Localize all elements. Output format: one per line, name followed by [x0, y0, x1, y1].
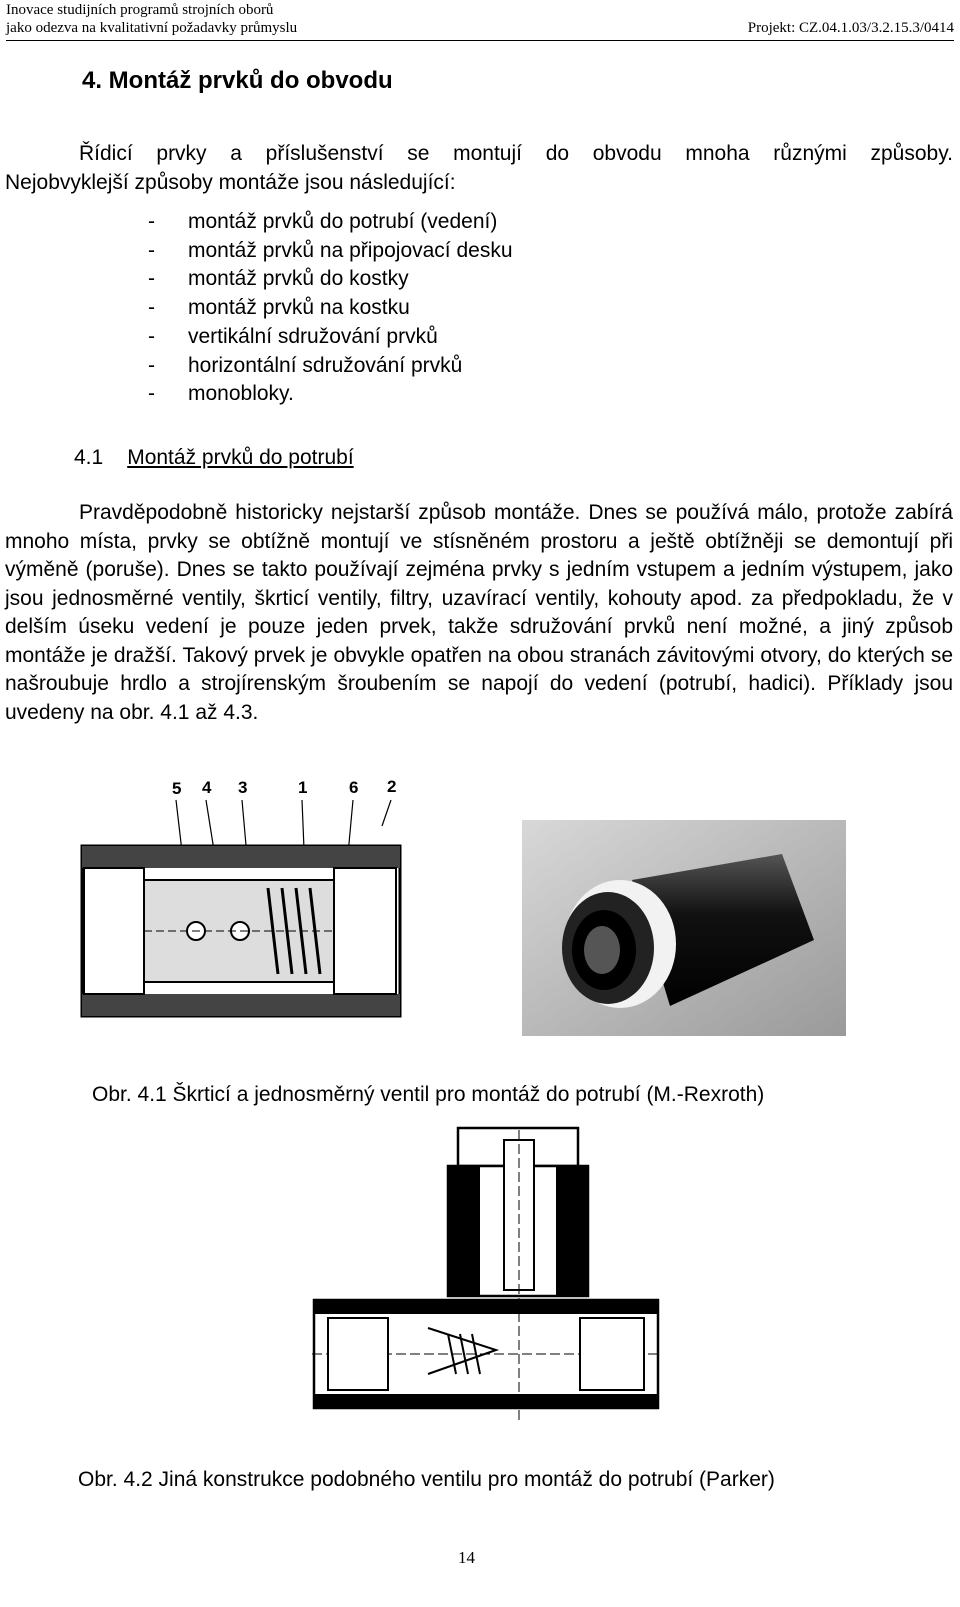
- header-institution-line2: jako odezva na kvalitativní požadavky průmyslu: [6, 20, 298, 36]
- figure-4-1-caption: Obr. 4.1 Škrticí a jednosměrný ventil pro montáž do potrubí (M.-Rexroth): [92, 1083, 765, 1106]
- figure-4-1-cross-section: [78, 768, 430, 1048]
- subsection-title: Montáž prvků do potrubí: [127, 446, 354, 469]
- list-item: - monobloky.: [148, 382, 294, 406]
- intro-paragraph: [5, 140, 953, 197]
- list-item: - montáž prvků na kostku: [148, 296, 410, 320]
- subsection-heading: [74, 446, 354, 470]
- callout-label: 4: [202, 778, 212, 797]
- header-project-code: Projekt: CZ.04.1.03/3.2.15.3/0414: [747, 20, 954, 36]
- list-item: - montáž prvků do potrubí (vedení): [148, 210, 498, 233]
- page-number: 14: [458, 1548, 475, 1567]
- callout-label: 6: [349, 778, 359, 797]
- header-institution-line1: Inovace studijních programů strojních oborů: [6, 2, 274, 18]
- body-paragraph: [5, 499, 953, 727]
- page-header: [6, 0, 954, 41]
- list-item: - montáž prvků do kostky: [148, 267, 409, 291]
- list-item: - horizontální sdružování prvků: [148, 353, 463, 377]
- figure-4-1-valve-photo: [522, 820, 846, 1036]
- list-item: - montáž prvků na připojovací desku: [148, 238, 513, 262]
- intro-line-2: Nejobvyklejší způsoby montáže jsou následující:: [5, 170, 456, 194]
- callout-label: 2: [387, 777, 397, 796]
- intro-line-1: Řídicí prvky a příslušenství se montují do obvodu mnoha různými způsoby.: [79, 142, 953, 165]
- subsection-number: 4.1: [74, 446, 104, 469]
- callout-label: 5: [172, 779, 182, 798]
- figure-4-2-caption: Obr. 4.2 Jiná konstrukce podobného ventilu pro montáž do potrubí (Parker): [78, 1468, 775, 1491]
- figure-4-2-cross-section: [308, 1120, 664, 1436]
- section-heading: 4. Montáž prvků do obvodu: [82, 67, 393, 94]
- callout-label: 1: [298, 778, 308, 797]
- mounting-methods-list: [148, 208, 513, 409]
- list-item: - vertikální sdružování prvků: [148, 324, 438, 348]
- callout-label: 3: [238, 778, 248, 797]
- body-paragraph-text: Pravděpodobně historicky nejstarší způsob montáže. Dnes se používá málo, protože zabírá mnoho místa, prvky se obtížně montují ve stísněném prostoru a ještě obtížněji se demontují při výměně (poruše). Dnes se takto používají zejména prvky s jedním vstupem a jedním výstupem, jako jsou jednosměrné ventily, škrticí ventily, filtry, uzavírací ventily, kohouty apod. za předpokladu, že v delším úseku vedení je pouze jeden prvek, takže sdružování prvků není možné, a jiný způsob montáže je dražší. Takový prvek je obvykle opatřen na obou stranách závitovými otvory, do kterých se našroubuje hrdlo a strojírenským šroubením se napojí do vedení (potrubí, hadici). Příklady jsou uvedeny na obr. 4.1 až 4.3.: [5, 501, 953, 724]
